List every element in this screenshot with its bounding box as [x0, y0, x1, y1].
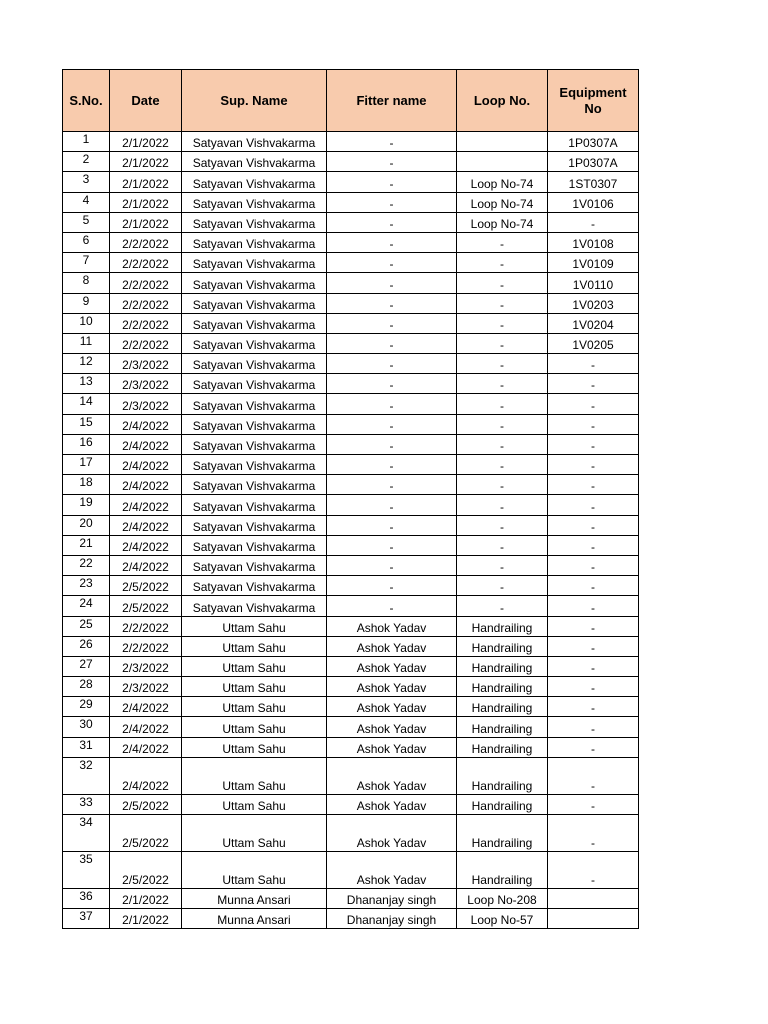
table-row: [63, 434, 639, 454]
cell-sno: 33: [63, 794, 110, 814]
table-row: [63, 394, 639, 414]
cell-date: 2/5/2022: [110, 815, 182, 852]
cell-fitter-name: Ashok Yadav: [327, 852, 457, 889]
table-row: [63, 212, 639, 232]
cell-fitter-name: -: [327, 152, 457, 172]
cell-sno: 28: [63, 677, 110, 697]
cell-equipment-no: 1P0307A: [548, 132, 639, 152]
cell-date: 2/1/2022: [110, 172, 182, 192]
table-row: [63, 515, 639, 535]
cell-date: 2/1/2022: [110, 889, 182, 909]
table-body: [63, 132, 639, 929]
cell-fitter-name: Ashok Yadav: [327, 717, 457, 737]
cell-loop-no: -: [457, 354, 548, 374]
cell-sno: 8: [63, 273, 110, 293]
cell-date: 2/1/2022: [110, 212, 182, 232]
cell-loop-no: Loop No-74: [457, 192, 548, 212]
table-row: [63, 495, 639, 515]
cell-date: 2/4/2022: [110, 535, 182, 555]
cell-equipment-no: 1P0307A: [548, 152, 639, 172]
cell-sup-name: Satyavan Vishvakarma: [182, 212, 327, 232]
cell-sno: 10: [63, 313, 110, 333]
cell-sno: 9: [63, 293, 110, 313]
cell-fitter-name: -: [327, 212, 457, 232]
cell-fitter-name: -: [327, 232, 457, 252]
cell-fitter-name: -: [327, 172, 457, 192]
cell-sno: 14: [63, 394, 110, 414]
cell-sup-name: Satyavan Vishvakarma: [182, 333, 327, 353]
cell-date: 2/4/2022: [110, 495, 182, 515]
cell-sup-name: Satyavan Vishvakarma: [182, 273, 327, 293]
cell-loop-no: -: [457, 515, 548, 535]
cell-sno: 12: [63, 354, 110, 374]
table-row: [63, 132, 639, 152]
cell-date: 2/1/2022: [110, 192, 182, 212]
cell-fitter-name: Dhananjay singh: [327, 909, 457, 929]
cell-date: 2/2/2022: [110, 273, 182, 293]
table-row: [63, 293, 639, 313]
cell-sup-name: Satyavan Vishvakarma: [182, 293, 327, 313]
cell-equipment-no: -: [548, 737, 639, 757]
cell-fitter-name: -: [327, 253, 457, 273]
cell-date: 2/1/2022: [110, 909, 182, 929]
table-row: [63, 475, 639, 495]
cell-loop-no: [457, 132, 548, 152]
cell-fitter-name: -: [327, 535, 457, 555]
cell-sup-name: Uttam Sahu: [182, 616, 327, 636]
cell-equipment-no: -: [548, 616, 639, 636]
cell-date: 2/5/2022: [110, 794, 182, 814]
cell-equipment-no: -: [548, 717, 639, 737]
cell-date: 2/2/2022: [110, 232, 182, 252]
cell-sno: 21: [63, 535, 110, 555]
table-row: [63, 313, 639, 333]
cell-equipment-no: -: [548, 495, 639, 515]
cell-date: 2/4/2022: [110, 737, 182, 757]
cell-date: 2/3/2022: [110, 374, 182, 394]
cell-fitter-name: -: [327, 475, 457, 495]
table-row: [63, 253, 639, 273]
cell-fitter-name: -: [327, 555, 457, 575]
cell-fitter-name: -: [327, 354, 457, 374]
cell-sup-name: Satyavan Vishvakarma: [182, 232, 327, 252]
cell-date: 2/5/2022: [110, 576, 182, 596]
cell-sup-name: Satyavan Vishvakarma: [182, 576, 327, 596]
data-table: [62, 69, 639, 929]
cell-sno: 3: [63, 172, 110, 192]
cell-sno: 37: [63, 909, 110, 929]
cell-date: 2/5/2022: [110, 596, 182, 616]
table-row: [63, 152, 639, 172]
cell-equipment-no: -: [548, 414, 639, 434]
cell-sup-name: Satyavan Vishvakarma: [182, 394, 327, 414]
cell-loop-no: -: [457, 333, 548, 353]
cell-loop-no: -: [457, 576, 548, 596]
cell-loop-no: -: [457, 273, 548, 293]
cell-equipment-no: 1V0106: [548, 192, 639, 212]
header-date: Date: [110, 70, 182, 132]
cell-equipment-no: [548, 909, 639, 929]
cell-sup-name: Satyavan Vishvakarma: [182, 596, 327, 616]
cell-sno: 15: [63, 414, 110, 434]
cell-sup-name: Uttam Sahu: [182, 815, 327, 852]
header-row: [63, 70, 639, 132]
cell-loop-no: -: [457, 495, 548, 515]
cell-fitter-name: -: [327, 394, 457, 414]
cell-sup-name: Satyavan Vishvakarma: [182, 152, 327, 172]
cell-date: 2/4/2022: [110, 414, 182, 434]
cell-equipment-no: 1V0108: [548, 232, 639, 252]
cell-date: 2/3/2022: [110, 354, 182, 374]
table-row: [63, 697, 639, 717]
cell-equipment-no: 1V0109: [548, 253, 639, 273]
cell-sup-name: Uttam Sahu: [182, 794, 327, 814]
cell-fitter-name: -: [327, 333, 457, 353]
cell-sup-name: Satyavan Vishvakarma: [182, 495, 327, 515]
cell-sno: 4: [63, 192, 110, 212]
header-fitter-name: Fitter name: [327, 70, 457, 132]
cell-equipment-no: -: [548, 677, 639, 697]
cell-fitter-name: -: [327, 495, 457, 515]
cell-loop-no: -: [457, 293, 548, 313]
cell-date: 2/4/2022: [110, 757, 182, 794]
cell-sup-name: Uttam Sahu: [182, 656, 327, 676]
cell-sno: 24: [63, 596, 110, 616]
cell-date: 2/4/2022: [110, 475, 182, 495]
cell-equipment-no: -: [548, 535, 639, 555]
cell-fitter-name: -: [327, 374, 457, 394]
cell-loop-no: -: [457, 374, 548, 394]
cell-fitter-name: -: [327, 434, 457, 454]
table-row: [63, 737, 639, 757]
cell-fitter-name: -: [327, 414, 457, 434]
cell-date: 2/5/2022: [110, 852, 182, 889]
cell-sno: 23: [63, 576, 110, 596]
cell-sup-name: Satyavan Vishvakarma: [182, 354, 327, 374]
cell-equipment-no: 1ST0307: [548, 172, 639, 192]
cell-loop-no: Handrailing: [457, 656, 548, 676]
table-row: [63, 656, 639, 676]
cell-sno: 26: [63, 636, 110, 656]
table-row: [63, 717, 639, 737]
cell-sup-name: Satyavan Vishvakarma: [182, 313, 327, 333]
cell-sno: 16: [63, 434, 110, 454]
cell-loop-no: -: [457, 313, 548, 333]
cell-sup-name: Satyavan Vishvakarma: [182, 515, 327, 535]
table-row: [63, 354, 639, 374]
cell-sup-name: Uttam Sahu: [182, 852, 327, 889]
cell-loop-no: Loop No-74: [457, 212, 548, 232]
cell-equipment-no: 1V0204: [548, 313, 639, 333]
cell-equipment-no: -: [548, 656, 639, 676]
cell-loop-no: -: [457, 232, 548, 252]
cell-loop-no: -: [457, 555, 548, 575]
table-row: [63, 232, 639, 252]
cell-date: 2/2/2022: [110, 333, 182, 353]
cell-fitter-name: Dhananjay singh: [327, 889, 457, 909]
table-row: [63, 852, 639, 889]
cell-sup-name: Satyavan Vishvakarma: [182, 555, 327, 575]
cell-sno: 13: [63, 374, 110, 394]
table-row: [63, 794, 639, 814]
cell-equipment-no: -: [548, 354, 639, 374]
cell-loop-no: Handrailing: [457, 717, 548, 737]
cell-sup-name: Satyavan Vishvakarma: [182, 535, 327, 555]
cell-sno: 5: [63, 212, 110, 232]
cell-loop-no: -: [457, 394, 548, 414]
cell-sup-name: Satyavan Vishvakarma: [182, 172, 327, 192]
cell-loop-no: Handrailing: [457, 616, 548, 636]
cell-equipment-no: -: [548, 815, 639, 852]
cell-loop-no: -: [457, 253, 548, 273]
cell-date: 2/2/2022: [110, 293, 182, 313]
cell-equipment-no: -: [548, 596, 639, 616]
cell-date: 2/3/2022: [110, 394, 182, 414]
cell-sno: 29: [63, 697, 110, 717]
cell-sno: 2: [63, 152, 110, 172]
cell-equipment-no: -: [548, 394, 639, 414]
cell-fitter-name: Ashok Yadav: [327, 677, 457, 697]
table-row: [63, 192, 639, 212]
cell-equipment-no: -: [548, 434, 639, 454]
table-row: [63, 815, 639, 852]
cell-date: 2/4/2022: [110, 697, 182, 717]
table-row: [63, 414, 639, 434]
cell-sno: 20: [63, 515, 110, 535]
cell-sno: 7: [63, 253, 110, 273]
cell-fitter-name: -: [327, 192, 457, 212]
cell-sup-name: Satyavan Vishvakarma: [182, 374, 327, 394]
cell-loop-no: Handrailing: [457, 757, 548, 794]
cell-loop-no: Handrailing: [457, 677, 548, 697]
cell-loop-no: -: [457, 434, 548, 454]
cell-loop-no: Handrailing: [457, 737, 548, 757]
cell-equipment-no: -: [548, 374, 639, 394]
cell-date: 2/2/2022: [110, 616, 182, 636]
cell-sup-name: Uttam Sahu: [182, 737, 327, 757]
cell-loop-no: Handrailing: [457, 852, 548, 889]
cell-sno: 25: [63, 616, 110, 636]
cell-sno: 32: [63, 757, 110, 794]
cell-equipment-no: -: [548, 515, 639, 535]
table-row: [63, 596, 639, 616]
table-row: [63, 172, 639, 192]
cell-loop-no: -: [457, 475, 548, 495]
cell-sup-name: Satyavan Vishvakarma: [182, 455, 327, 475]
table-row: [63, 616, 639, 636]
cell-equipment-no: [548, 889, 639, 909]
cell-fitter-name: Ashok Yadav: [327, 737, 457, 757]
table-row: [63, 757, 639, 794]
cell-equipment-no: 1V0203: [548, 293, 639, 313]
cell-sno: 34: [63, 815, 110, 852]
cell-sup-name: Satyavan Vishvakarma: [182, 434, 327, 454]
table-row: [63, 273, 639, 293]
cell-equipment-no: -: [548, 455, 639, 475]
cell-loop-no: -: [457, 414, 548, 434]
cell-loop-no: Handrailing: [457, 794, 548, 814]
header-equipment-no: Equipment No: [548, 70, 639, 132]
table-row: [63, 889, 639, 909]
cell-fitter-name: -: [327, 273, 457, 293]
cell-sup-name: Munna Ansari: [182, 889, 327, 909]
cell-date: 2/2/2022: [110, 253, 182, 273]
table-row: [63, 455, 639, 475]
cell-loop-no: [457, 152, 548, 172]
cell-equipment-no: 1V0205: [548, 333, 639, 353]
cell-sno: 35: [63, 852, 110, 889]
cell-loop-no: Handrailing: [457, 636, 548, 656]
cell-sno: 6: [63, 232, 110, 252]
cell-loop-no: -: [457, 535, 548, 555]
cell-equipment-no: -: [548, 576, 639, 596]
cell-sup-name: Satyavan Vishvakarma: [182, 253, 327, 273]
table-row: [63, 535, 639, 555]
cell-loop-no: Loop No-74: [457, 172, 548, 192]
header-loop-no: Loop No.: [457, 70, 548, 132]
cell-fitter-name: Ashok Yadav: [327, 697, 457, 717]
cell-sno: 11: [63, 333, 110, 353]
cell-sup-name: Munna Ansari: [182, 909, 327, 929]
cell-loop-no: Handrailing: [457, 815, 548, 852]
cell-sno: 30: [63, 717, 110, 737]
cell-sup-name: Satyavan Vishvakarma: [182, 475, 327, 495]
table-row: [63, 555, 639, 575]
cell-sup-name: Uttam Sahu: [182, 636, 327, 656]
cell-date: 2/4/2022: [110, 434, 182, 454]
cell-fitter-name: -: [327, 293, 457, 313]
cell-equipment-no: -: [548, 697, 639, 717]
cell-date: 2/1/2022: [110, 132, 182, 152]
cell-sno: 1: [63, 132, 110, 152]
cell-loop-no: Handrailing: [457, 697, 548, 717]
cell-fitter-name: Ashok Yadav: [327, 656, 457, 676]
table-row: [63, 909, 639, 929]
cell-date: 2/4/2022: [110, 717, 182, 737]
cell-loop-no: Loop No-57: [457, 909, 548, 929]
cell-sup-name: Satyavan Vishvakarma: [182, 132, 327, 152]
cell-sno: 17: [63, 455, 110, 475]
cell-fitter-name: Ashok Yadav: [327, 815, 457, 852]
cell-sno: 18: [63, 475, 110, 495]
cell-equipment-no: -: [548, 852, 639, 889]
table-row: [63, 374, 639, 394]
cell-sup-name: Satyavan Vishvakarma: [182, 414, 327, 434]
table-row: [63, 677, 639, 697]
table-row: [63, 576, 639, 596]
cell-fitter-name: Ashok Yadav: [327, 616, 457, 636]
cell-loop-no: -: [457, 596, 548, 616]
cell-sup-name: Uttam Sahu: [182, 757, 327, 794]
cell-fitter-name: -: [327, 455, 457, 475]
cell-fitter-name: -: [327, 132, 457, 152]
cell-sno: 19: [63, 495, 110, 515]
cell-fitter-name: -: [327, 576, 457, 596]
cell-fitter-name: -: [327, 313, 457, 333]
cell-equipment-no: -: [548, 475, 639, 495]
cell-date: 2/3/2022: [110, 656, 182, 676]
cell-date: 2/3/2022: [110, 677, 182, 697]
cell-equipment-no: -: [548, 636, 639, 656]
cell-sup-name: Uttam Sahu: [182, 717, 327, 737]
cell-date: 2/4/2022: [110, 515, 182, 535]
table-row: [63, 333, 639, 353]
cell-loop-no: -: [457, 455, 548, 475]
header-sno: S.No.: [63, 70, 110, 132]
cell-fitter-name: Ashok Yadav: [327, 757, 457, 794]
cell-sno: 36: [63, 889, 110, 909]
cell-equipment-no: -: [548, 555, 639, 575]
header-sup-name: Sup. Name: [182, 70, 327, 132]
cell-equipment-no: -: [548, 794, 639, 814]
cell-equipment-no: 1V0110: [548, 273, 639, 293]
cell-date: 2/2/2022: [110, 636, 182, 656]
cell-date: 2/1/2022: [110, 152, 182, 172]
cell-sup-name: Uttam Sahu: [182, 677, 327, 697]
cell-fitter-name: -: [327, 515, 457, 535]
cell-sup-name: Satyavan Vishvakarma: [182, 192, 327, 212]
cell-equipment-no: -: [548, 757, 639, 794]
cell-fitter-name: -: [327, 596, 457, 616]
cell-loop-no: Loop No-208: [457, 889, 548, 909]
cell-sup-name: Uttam Sahu: [182, 697, 327, 717]
cell-date: 2/4/2022: [110, 455, 182, 475]
cell-fitter-name: Ashok Yadav: [327, 794, 457, 814]
cell-date: 2/2/2022: [110, 313, 182, 333]
cell-equipment-no: -: [548, 212, 639, 232]
cell-sno: 27: [63, 656, 110, 676]
cell-sno: 31: [63, 737, 110, 757]
cell-sno: 22: [63, 555, 110, 575]
table-row: [63, 636, 639, 656]
cell-fitter-name: Ashok Yadav: [327, 636, 457, 656]
cell-date: 2/4/2022: [110, 555, 182, 575]
